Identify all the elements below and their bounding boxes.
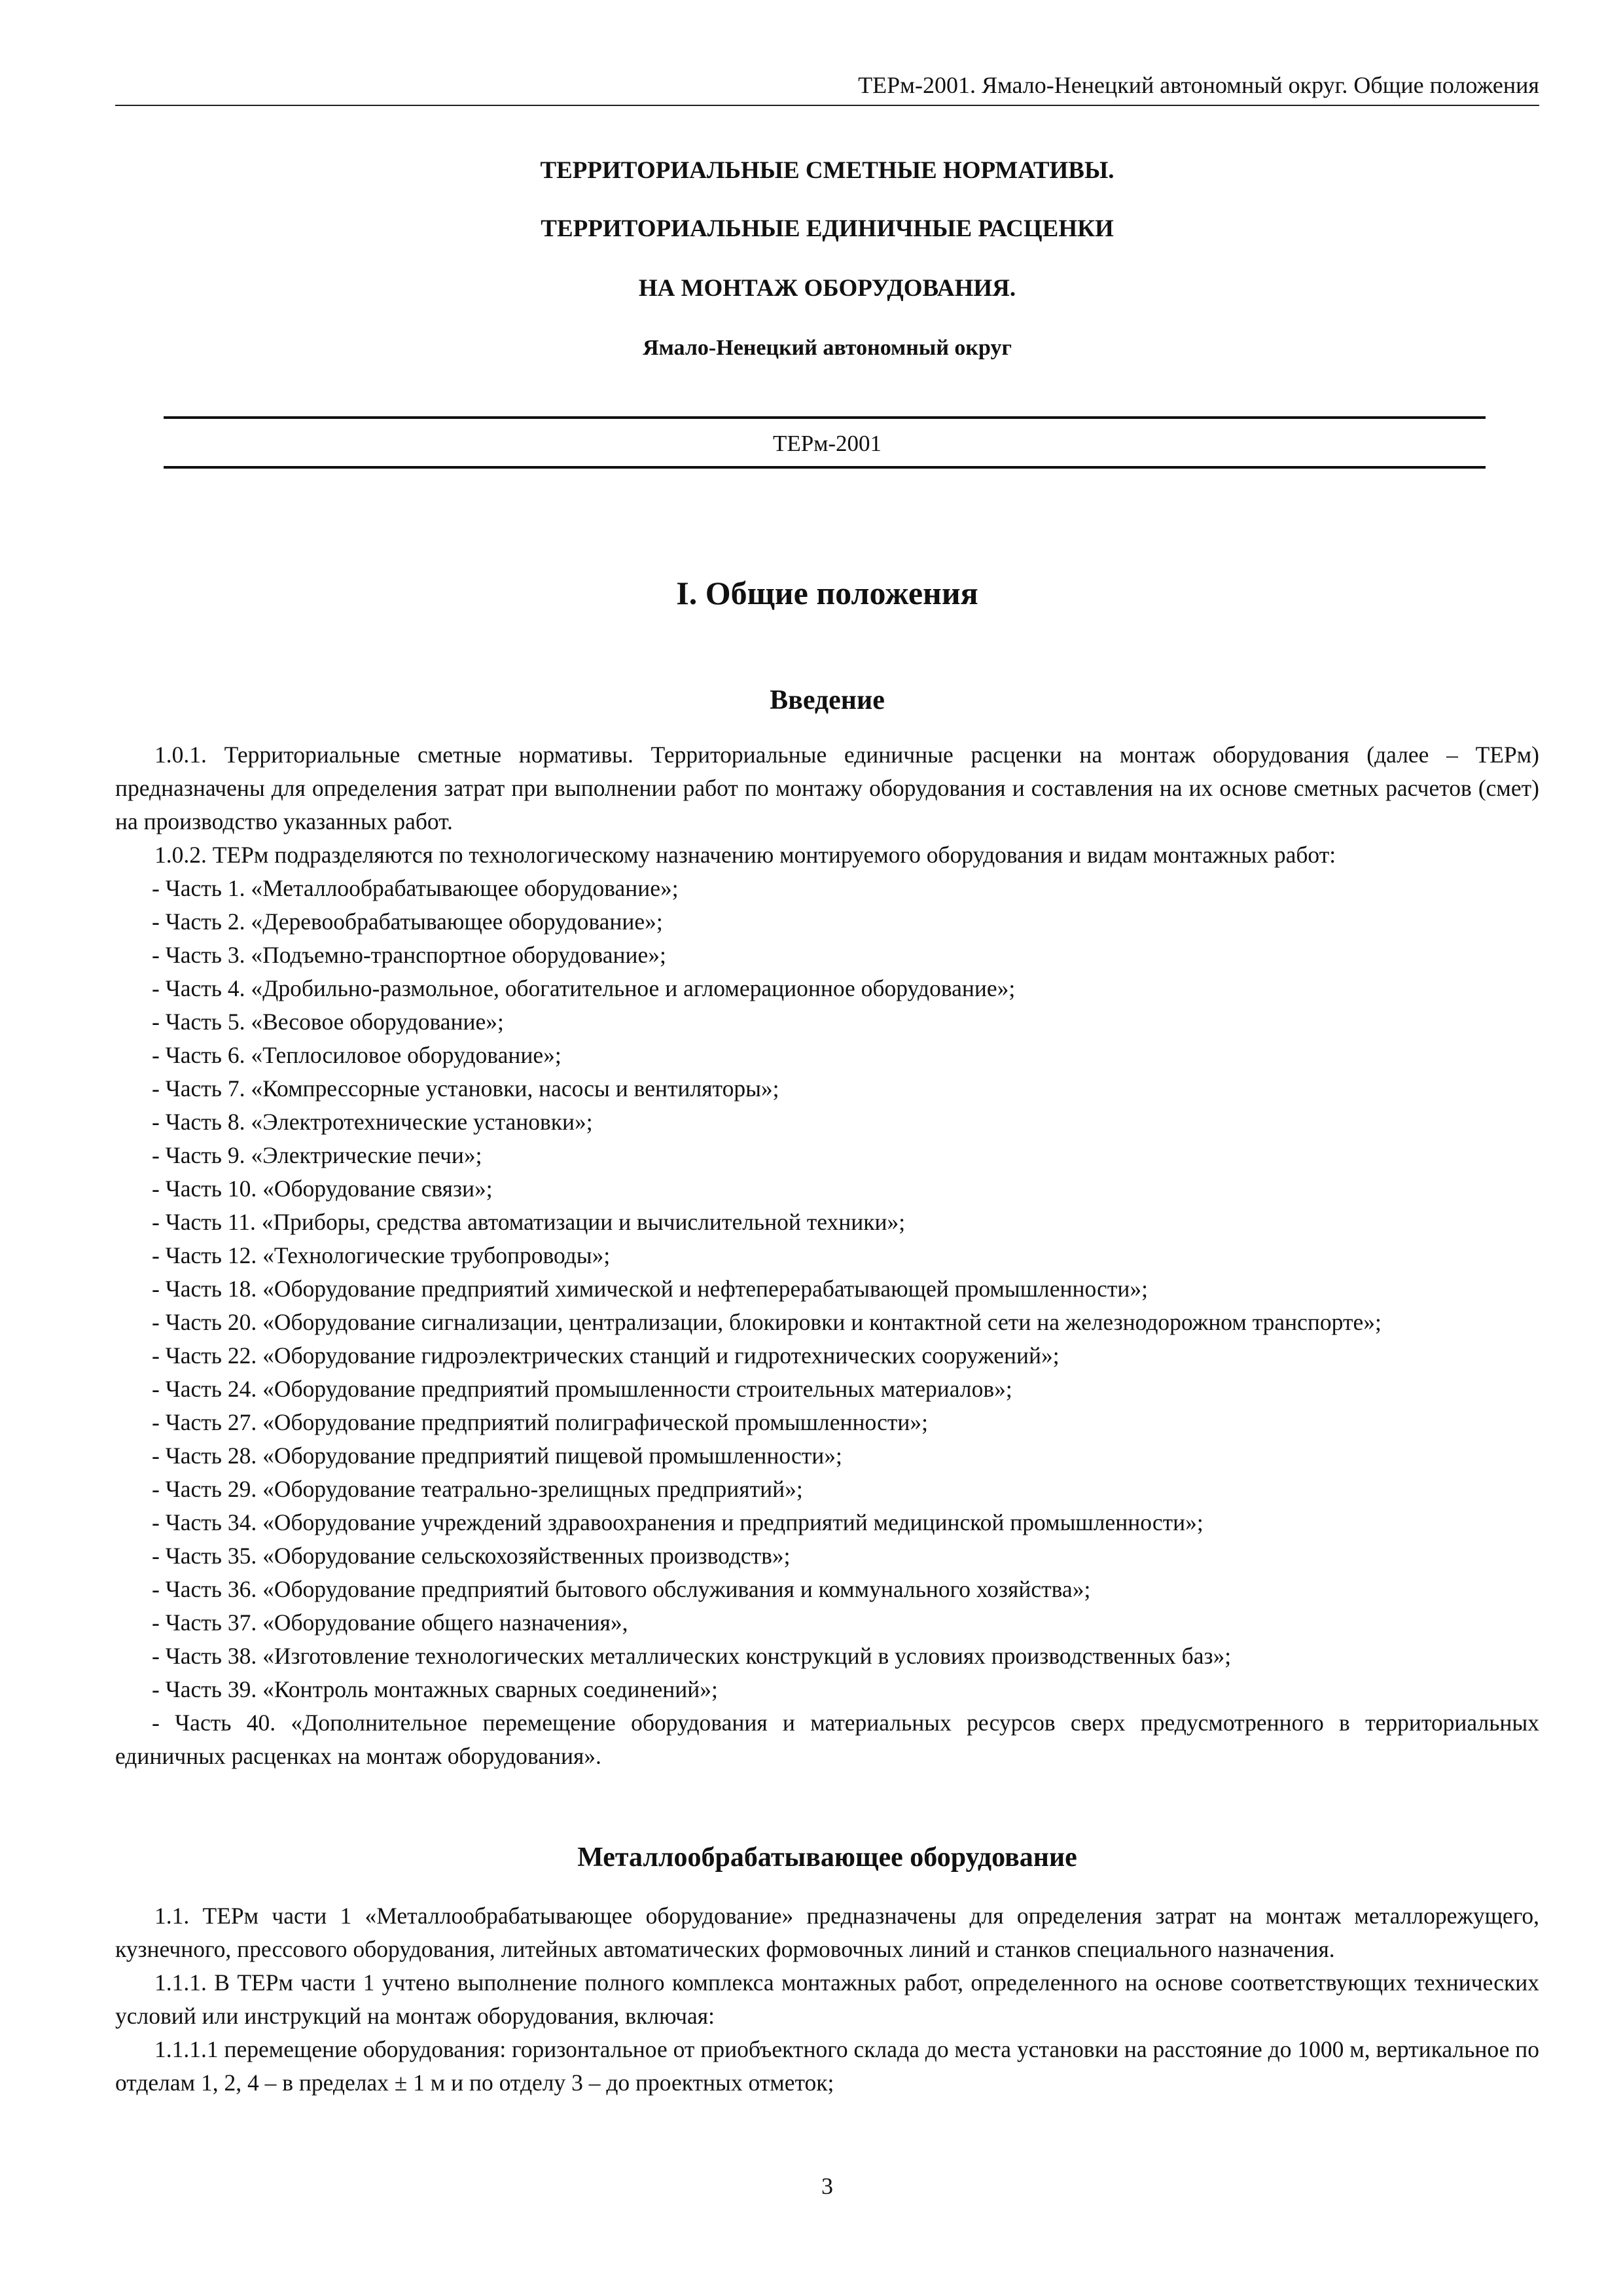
list-item: - Часть 4. «Дробильно-размольное, обогатительное и агломерационное оборудование»; <box>152 975 1016 1001</box>
list-item: - Часть 10. «Оборудование связи»; <box>152 1175 493 1202</box>
metal-paragraph-2: 1.1.1. В ТЕРм части 1 учтено выполнение полного комплекса монтажных работ, определенного на основе соответствующих технических условий или инструкций на монтаж оборудования, включая: <box>115 1969 1539 2029</box>
title-line-3: НА МОНТАЖ ОБОРУДОВАНИЯ. <box>638 275 1016 302</box>
list-item: - Часть 12. «Технологические трубопроводы»; <box>152 1242 611 1268</box>
intro-paragraph-1: 1.0.1. Территориальные сметные нормативы. Территориальные единичные расценки на монтаж оборудования (далее – ТЕРм) предназначены для определения затрат при выполнении работ по монтажу оборудования и составления на их основе сметных расчетов (смет) на производство указанных работ. <box>115 742 1539 834</box>
code-rule-bottom <box>164 466 1486 469</box>
list-item: - Часть 35. «Оборудование сельскохозяйственных производств»; <box>152 1543 791 1569</box>
region-line: Ямало-Ненецкий автономный округ <box>643 336 1012 360</box>
list-item: - Часть 34. «Оборудование учреждений здравоохранения и предприятий медицинской промышленности»; <box>152 1509 1204 1535</box>
list-item: - Часть 11. «Приборы, средства автоматизации и вычислительной техники»; <box>152 1209 906 1235</box>
list-item: - Часть 37. «Оборудование общего назначения», <box>152 1609 628 1636</box>
intro-body <box>115 738 1539 1773</box>
page-number: 3 <box>821 2173 833 2199</box>
list-item: - Часть 9. «Электрические печи»; <box>152 1142 482 1168</box>
list-item: - Часть 6. «Теплосиловое оборудование»; <box>152 1042 562 1068</box>
list-item: - Часть 38. «Изготовление технологических металлических конструкций в условиях производственных баз»; <box>152 1643 1232 1669</box>
section-title: I. Общие положения <box>676 575 978 611</box>
metal-body <box>115 1899 1539 2100</box>
list-item: - Часть 29. «Оборудование театрально-зрелищных предприятий»; <box>152 1476 803 1502</box>
list-item: - Часть 5. «Весовое оборудование»; <box>152 1009 504 1035</box>
list-item: - Часть 28. «Оборудование предприятий пищевой промышленности»; <box>152 1443 842 1469</box>
intro-heading: Введение <box>770 685 885 715</box>
list-item: - Часть 39. «Контроль монтажных сварных соединений»; <box>152 1676 718 1702</box>
metal-paragraph-3: 1.1.1.1 перемещение оборудования: горизонтальное от приобъектного склада до места установки на расстояние до 1000 м, вертикальное по отделам 1, 2, 4 – в пределах ± 1 м и по отделу 3 – до проектных отметок; <box>115 2036 1539 2096</box>
metal-heading: Металлообрабатывающее оборудование <box>577 1842 1077 1873</box>
list-item: - Часть 8. «Электротехнические установки»; <box>152 1109 593 1135</box>
list-item: - Часть 2. «Деревообрабатывающее оборудование»; <box>152 908 663 935</box>
list-item: - Часть 18. «Оборудование предприятий химической и нефтеперерабатывающей промышленности»; <box>152 1276 1149 1302</box>
header-rule <box>115 105 1539 106</box>
list-item: - Часть 24. «Оборудование предприятий промышленности строительных материалов»; <box>152 1376 1012 1402</box>
code-rule-top <box>164 416 1486 419</box>
list-item: - Часть 7. «Компрессорные установки, насосы и вентиляторы»; <box>152 1075 779 1102</box>
list-item: - Часть 27. «Оборудование предприятий полиграфической промышленности»; <box>152 1409 928 1435</box>
list-item: - Часть 40. «Дополнительное перемещение оборудования и материальных ресурсов сверх предусмотренного в территориальных единичных расценках на монтаж оборудования». <box>115 1710 1539 1769</box>
list-item: - Часть 1. «Металлообрабатывающее оборудование»; <box>152 875 679 901</box>
title-line-1: ТЕРРИТОРИАЛЬНЫЕ СМЕТНЫЕ НОРМАТИВЫ. <box>540 157 1115 184</box>
list-item: - Часть 20. «Оборудование сигнализации, централизации, блокировки и контактной сети на железнодорожном транспорте»; <box>152 1309 1382 1335</box>
metal-paragraph-1: 1.1. ТЕРм части 1 «Металлообрабатывающее оборудование» предназначены для определения затрат на монтаж металлорежущего, кузнечного, прессового оборудования, литейных автоматических формовочных линий и станков специального назначения. <box>115 1903 1539 1962</box>
list-item: - Часть 3. «Подъемно-транспортное оборудование»; <box>152 942 666 968</box>
title-line-2: ТЕРРИТОРИАЛЬНЫЕ ЕДИНИЧНЫЕ РАСЦЕНКИ <box>541 215 1114 242</box>
list-item: - Часть 36. «Оборудование предприятий бытового обслуживания и коммунального хозяйства»; <box>152 1576 1091 1602</box>
running-header: ТЕРм-2001. Ямало-Ненецкий автономный округ. Общие положения <box>858 72 1539 98</box>
document-code: ТЕРм-2001 <box>772 431 882 456</box>
intro-paragraph-2: 1.0.2. ТЕРм подразделяются по технологическому назначению монтируемого оборудования и видам монтажных работ: <box>154 842 1336 868</box>
document-page <box>115 0 1539 2296</box>
list-item: - Часть 22. «Оборудование гидроэлектрических станций и гидротехнических сооружений»; <box>152 1342 1060 1369</box>
